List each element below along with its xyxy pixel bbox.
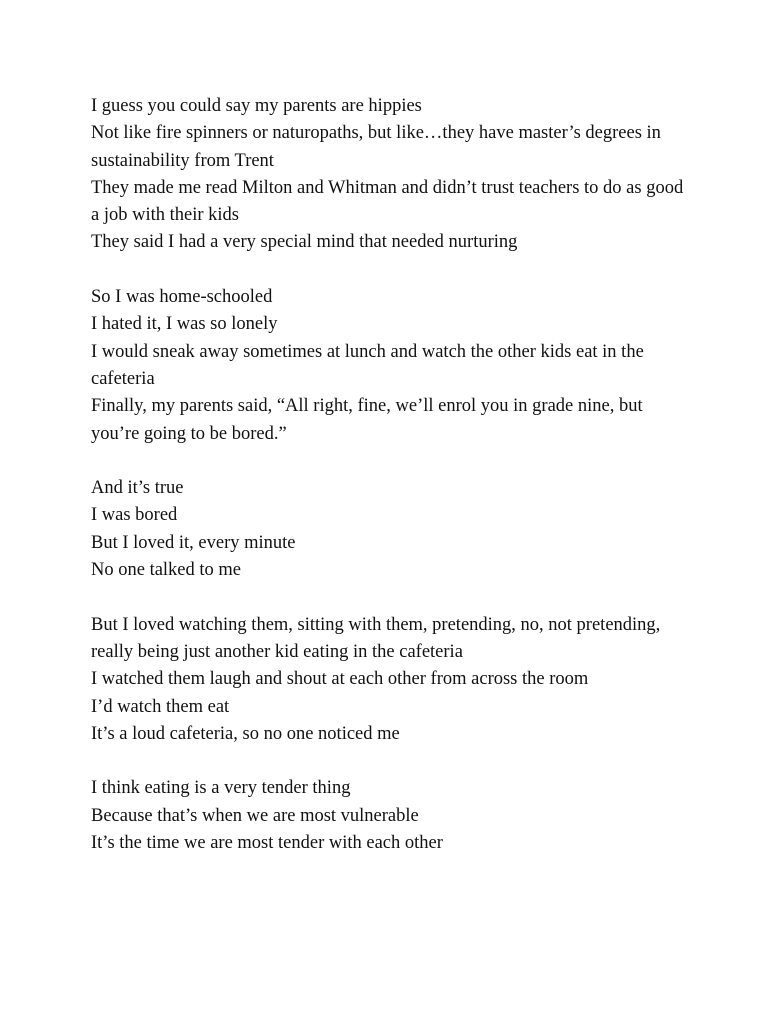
text-line: But I loved it, every minute [91,532,296,553]
text-line: I was bored [91,505,178,526]
text-line: But I loved watching them, sitting with them, pretending, no, not pretending, really being just another kid eating in the cafeteria [91,614,661,662]
document-body [91,93,691,857]
text-line: I watched them laugh and shout at each other from across the room [91,669,589,690]
text-line: Finally, my parents said, “All right, fine, we’ll enrol you in grade nine, but you’re going to be bored.” [91,396,643,444]
text-line: They made me read Milton and Whitman and didn’t trust teachers to do as good a job with their kids [91,177,684,226]
text-line: They said I had a very special mind that needed nurturing [91,232,518,253]
stanza-5 [91,775,691,857]
text-line: No one talked to me [91,560,242,581]
stanza-2 [91,284,691,448]
text-line: I think eating is a very tender thing [91,778,351,799]
text-line: I would sneak away sometimes at lunch and watch the other kids eat in the cafeteria [91,341,644,389]
text-line: I guess you could say my parents are hippies [91,96,422,116]
stanza-3 [91,475,691,584]
text-line: It’s the time we are most tender with each other [91,833,443,854]
text-line: I’d watch them eat [91,696,230,717]
text-line: I hated it, I was so lonely [91,314,278,335]
text-line: Because that’s when we are most vulnerable [91,805,419,826]
stanza-4 [91,612,691,748]
text-line: It’s a loud cafeteria, so no one noticed me [91,723,400,744]
text-line: Not like fire spinners or naturopaths, but like…they have master’s degrees in sustainability from Trent [91,123,661,171]
stanza-1 [91,93,691,257]
text-line: So I was home-schooled [91,287,273,308]
text-line: And it’s true [91,478,184,499]
